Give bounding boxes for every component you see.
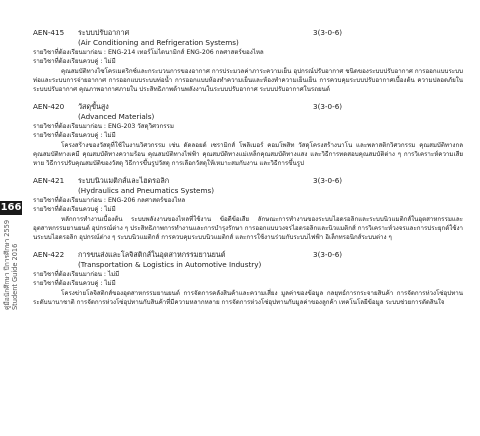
course-title-english: (Advanced Materials) [78, 112, 155, 121]
course-credits: 3(3-0-6) [313, 176, 343, 185]
course-credits: 3(3-0-6) [313, 102, 343, 111]
prerequisite: รายวิชาที่ต้องเรียนมาก่อน : ENG-206 กลศาสตร์ของไหล [33, 197, 186, 204]
page-number-tab: 166 [0, 202, 22, 213]
course-aen-415 [33, 28, 463, 94]
course-credits: 3(3-0-6) [313, 250, 343, 259]
course-code: AEN-422 [33, 250, 65, 259]
course-list [33, 28, 463, 315]
course-title-english: (Air Conditioning and Refrigeration Systems) [78, 38, 239, 47]
course-code: AEN-420 [33, 102, 65, 111]
side-label [3, 220, 19, 310]
course-aen-421 [33, 176, 463, 242]
course-title-thai: วัสดุขั้นสูง [78, 102, 109, 111]
course-header [33, 28, 463, 38]
course-header [33, 102, 463, 112]
prerequisite: รายวิชาที่ต้องเรียนมาก่อน : ENG-214 เทอร์โมไดนามิกส์ ENG-206 กลศาสตร์ของไหล [33, 49, 264, 56]
course-title-thai: การขนส่งและโลจิสติกส์ในอุตสาหกรรมยานยนต์ [78, 250, 226, 259]
side-label-thai: คู่มือนักศึกษา ปีการศึกษา 2559 [3, 219, 11, 310]
corequisite: รายวิชาที่ต้องเรียนควบคู่ : ไม่มี [33, 132, 116, 139]
course-description: โครงสร้างของวัสดุที่ใช้ในงานวิศวกรรม เช่น ดัดลอยด์ เซรามิกส์ โพลิเมอร์ คอมโพสิท วัสดุโครงสร้างนาโน และพลาสติกวิศวกรรม คุณสมบัติทางกล คุณสมบัติทางเคมี คุณสมบัติทางความร้อน คุณสมบัติทางไฟฟ้า คุณสมบัติทางแม่เหล็กคุณสมบัติทางแสง และวิธีการทดสอบคุณสมบัติต่าง ๆ การวิเคราะห์ความเสียหาย วิธีการปรับคุณสมบัติของวัสดุ วิธีการขึ้นรูปวัสดุ การเลือกวัสดุให้เหมาะสมกับงาน และวิธีการขึ้นรูป [33, 142, 463, 167]
course-description: โครงข่ายโลจิสติกส์ของอุตสาหกรรมยานยนต์ การจัดการคลังสินค้าและความเสี่ยง มูลค่าของข้อมูล กลยุทธ์การกระจายสินค้า การจัดการห่วงโซ่อุปทานระดับนานาชาติ การจัดการห่วงโซ่อุปทานกับสินค้าที่มีความหลากหลาย การจัดการห่วงโซ่อุปทานกับมูลค่าของลูกค้า เทคโนโลยีข้อมูล ระบบช่วยการตัดสินใจ [33, 290, 463, 306]
course-aen-420 [33, 102, 463, 168]
course-code: AEN-415 [33, 28, 65, 37]
course-title-english: (Transportation & Logistics in Automotive Industry) [78, 260, 262, 269]
course-title-english: (Hydraulics and Pneumatics Systems) [78, 186, 215, 195]
corequisite: รายวิชาที่ต้องเรียนควบคู่ : ไม่มี [33, 280, 116, 287]
course-header [33, 176, 463, 186]
corequisite: รายวิชาที่ต้องเรียนควบคู่ : ไม่มี [33, 58, 116, 65]
prerequisite: รายวิชาที่ต้องเรียนมาก่อน : ENG-203 วัสดุวิศวกรรม [33, 123, 174, 130]
course-aen-422 [33, 250, 463, 307]
corequisite: รายวิชาที่ต้องเรียนควบคู่ : ไม่มี [33, 206, 116, 213]
course-code: AEN-421 [33, 176, 65, 185]
prerequisite: รายวิชาที่ต้องเรียนมาก่อน : ไม่มี [33, 271, 120, 278]
course-header [33, 250, 463, 260]
course-title-thai: ระบบปรับอากาศ [78, 28, 130, 37]
course-credits: 3(3-0-6) [313, 28, 343, 37]
course-description: คุณสมบัติทางไซโครเมตริกซ์และกระบวนการของอากาศ การประมวลค่าภาระความเย็น อุปกรณ์ปรับอากาศ ชนิดของระบบปรับอากาศ การออกแบบระบบท่อและระบบการจ่ายอากาศ การออกแบบระบบท่อน้ำ การออกแบบห้องทำความเย็นและห้องทำความเย็นเย็น การควบคุมระบบปรับอากาศเบื้องต้น ความปลอดภัยในระบบปรับอากาศ คุณภาพอากาศภายใน ประสิทธิภาพด้านพลังงานในระบบปรับอากาศ ระบบปรับอากาศในรถยนต์ [33, 68, 463, 93]
course-title-thai: ระบบนิวแมติกส์และไฮดรอลิก [78, 176, 170, 185]
course-description: หลักการทำงานเบื้องต้น ระบบพลังงานของไหลที่ใช้งาน ข้อดีข้อเสีย ลักษณะการทำงานของระบบไฮดรอลิกและระบบนิวแมติกส์ในอุตสาหกรรมและอุตสาหกรรมยานยนต์ อุปกรณ์ต่าง ๆ ประสิทธิภาพการทำงานและการบำรุงรักษา การออกแบบวงจรไฮดรอลิกและนิวแมติกส์ การวิเคราะห์วงจรและการประยุกต์ใช้งานระบบไฮดรอลิก อุปกรณ์ต่าง ๆ ระบบนิวแมติกส์ การควบคุมระบบนิวแมติกส์ และการใช้งานร่วมกับระบบไฟฟ้า อิเล็กทรอนิกส์ระบบต่าง ๆ [33, 216, 463, 241]
side-label-english: Student Guide 2016 [11, 243, 19, 310]
